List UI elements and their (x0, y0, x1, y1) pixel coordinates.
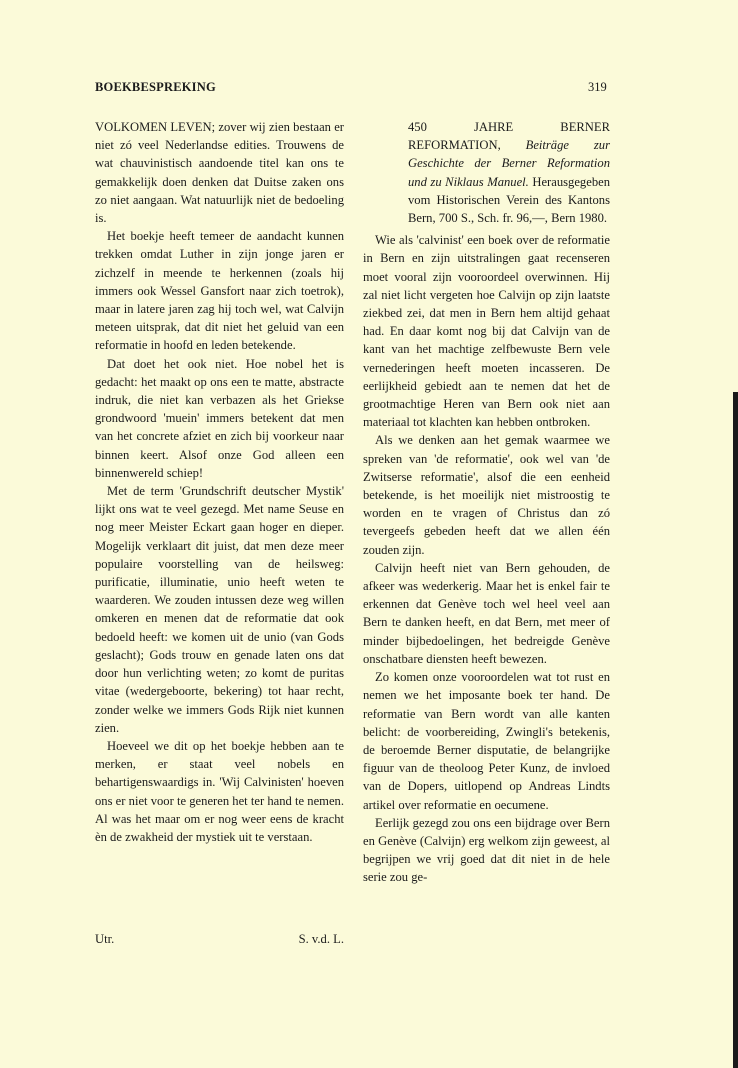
signature-place: Utr. (95, 932, 115, 946)
book-citation (408, 118, 610, 227)
review-signature (95, 930, 344, 948)
paragraph: Eerlijk gezegd zou ons een bijdrage over Bern en Genève (Calvijn) erg welkom zijn geweest, al begrijpen we vrij goed dat dit niet in de hele serie zou ge- (363, 815, 610, 885)
paragraph: Wie als 'calvinist' een boek over de reformatie in Bern en zijn uitstralingen gaat recenseren moet vooral zijn vooroordeel overwinnen. Hij zal niet licht vergeten hoe Calvijn op zijn laatste ziekbed zei, dat men in Bern hem altijd gehaat had. En daar komt nog bij dat Calvijn van de kant van het machtige zelfbewuste Bern vele vernederingen heeft moeten incasseren. De eerlijkheid gebiedt aan te nemen dat het de grootmachtige Heren van Bern ook niet aan materiaal tot klachten kan hebben ontbroken. (363, 233, 610, 430)
scan-edge-shadow (733, 392, 738, 1068)
paragraph: Met de term 'Grundschrift deutscher Mystik' lijkt ons wat te veel gezegd. Met name Seuse en nog meer Meister Eckart gaan hoger en dieper. Mogelijk verklaart dit juist, dat men deze meer populaire voorstelling van de heilsweg: purificatie, illuminatie, unio heeft weten te waarderen. We zouden intussen deze weg willen omkeren en menen dat de reformatie dat ook bedoeld heeft: we komen uit de unio (van Gods geslacht); Gods trouw en genade laten ons dat door hun verlichting weten; zo komt de puritas vitae (wedergeboorte, bekering) tot haar recht, zonder welke we immers Gods Rijk niet kunnen zien. (95, 484, 344, 735)
right-column (363, 118, 610, 887)
paragraph: Het boekje heeft temeer de aandacht kunnen trekken omdat Luther in zijn jonge jaren er zichzelf in meende te herkennen (zoals hij immers ook Wessel Gansfort naar zich toetrok), maar in latere jaren zag hij toch wel, wat Calvijn meteen uitsprak, dat dit niet het geluid van een reformatie in hoofd en leden betekende. (95, 229, 344, 353)
paragraph: Zo komen onze vooroordelen wat tot rust en nemen we het imposante boek ter hand. De reformatie van Bern wordt van alle kanten belicht: de voorbereiding, Zwingli's betekenis, de beroemde Berner disputatie, de belangrijke figuur van de theoloog Peter Kunz, de invloed van de Dopers, uitlopend op Andreas Lindts artikel over reformatie en oecumene. (363, 670, 610, 812)
book-subtitle: Beiträge zur Geschichte der Berner Reformation und zu Niklaus Manuel. (408, 138, 610, 189)
signature-initials: S. v.d. L. (298, 932, 344, 946)
paragraph: VOLKOMEN LEVEN; zover wij zien bestaan er niet zó veel Nederlandse edities. Trouwens de wat chauvinistisch aandoende titel kan ons te gemakkelijk doen denken dat Duitse zaken ons zo niet aangaan. Wat natuurlijk niet de bedoeling is. (95, 120, 344, 226)
paragraph: Calvijn heeft niet van Bern gehouden, de afkeer was wederkerig. Maar het is enkel fair te erkennen dat Genève toch wel heel veel aan Bern te danken heeft, en dat Bern, met meer of minder bijbedoelingen, het bedreigde Genève onschatbare diensten heeft bewezen. (363, 560, 610, 666)
paragraph: Als we denken aan het gemak waarmee we spreken van 'de reformatie', ook wel van 'de Zwitserse reformatie', alsof die een eenheid betekende, is het moeilijk niet mistroostig te worden en te vragen of Christus dan zó tevergeefs gebeden heeft dat we allen één zouden zijn. (363, 433, 610, 557)
page-number: 319 (588, 80, 607, 94)
paragraph: Hoeveel we dit op het boekje hebben aan te merken, er staat veel nobels en behartigenswaardigs in. 'Wij Calvinisten' hoeven ons er niet voor te generen het ter hand te nemen. Al was het maar om er nog weer eens de kracht èn de zwakheid der mystiek uit te verstaan. (95, 738, 344, 844)
book-publisher: Herausgegeben vom Historischen Verein des Kantons Bern, 700 S., Sch. fr. 96,—, Bern 1980. (408, 174, 610, 226)
left-column (95, 118, 344, 846)
paragraph: Dat doet het ook niet. Hoe nobel het is gedacht: het maakt op ons een te matte, abstracte indruk, die niet kan verbazen als het Griekse grondwoord 'muein' immers betekent dat men van het concrete afziet en zich bij voorkeur naar binnen keert. Alsof onze God alleen een binnenwereld schiep! (95, 356, 344, 480)
book-title: 450 JAHRE BERNER REFORMATION, (408, 120, 610, 153)
running-head: BOEKBESPREKING (95, 80, 216, 94)
